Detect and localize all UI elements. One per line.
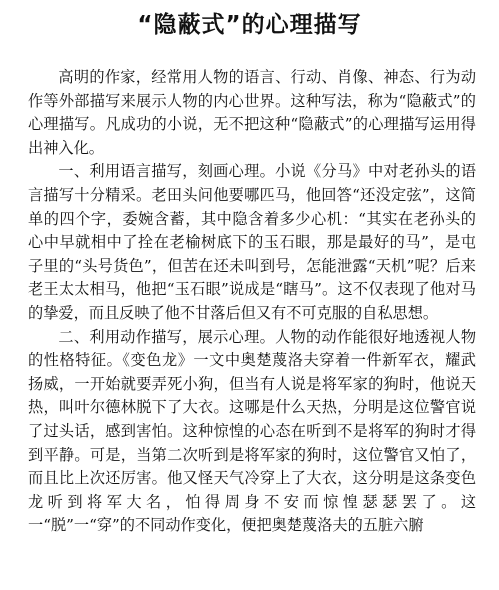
paragraph-action-description: 二、利用动作描写，展示心理。人物的动作能很好地透视人物的性格特征。《变色龙》一文中奥楚蔑洛夫穿着一件新军衣，耀武扬威，一开始就要弄死小狗，但当有人说是将军家的狗时，他说天热，叫叶尔德林脱下了大衣。这哪是什么天热，分明是这位警官说了过头话，感到害怕。这种惊惶的心态在听到不是将军的狗时才得到平静。可是，当第二次听到是将军家的狗时，这位警官又怕了，而且比上次还厉害。他又怪天气冷穿上了大衣，这分明是这条变色龙听到将军大名，怕得周身不安而惊惶瑟瑟罢了。这一“脱”一“穿”的不同动作变化，便把奥楚蔑洛夫的五脏六腑 [28, 327, 476, 535]
page-title: “隐蔽式”的心理描写 [137, 12, 362, 38]
paragraph-intro: 高明的作家，经常用人物的语言、行动、肖像、神态、行为动作等外部描写来展示人物的内心世界。这种写法，称为“隐蔽式”的心理描写。凡成功的小说，无不把这种“隐蔽式”的心理描写运用得出神入化。 [28, 68, 476, 157]
body-text [28, 66, 476, 538]
paragraph-language-description: 一、利用语言描写，刻画心理。小说《分马》中对老孙头的语言描写十分精采。老田头问他要哪匹马，他回答“还没定弦”，这简单的四个字，委婉含蓄，其中隐含着多少心机：“其实在老孙头的心中早就相中了拴在老榆树底下的玉石眼，那是最好的马”，是屯子里的“头号货色”，但苦在还未叫到号，怎能泄露“天机”呢？后来老王太太相马，他把“玉石眼”说成是“瞎马”。这不仅表现了他对马的挚爱，而且反映了他不甘落后但又有不可克服的自私思想。 [28, 162, 476, 322]
